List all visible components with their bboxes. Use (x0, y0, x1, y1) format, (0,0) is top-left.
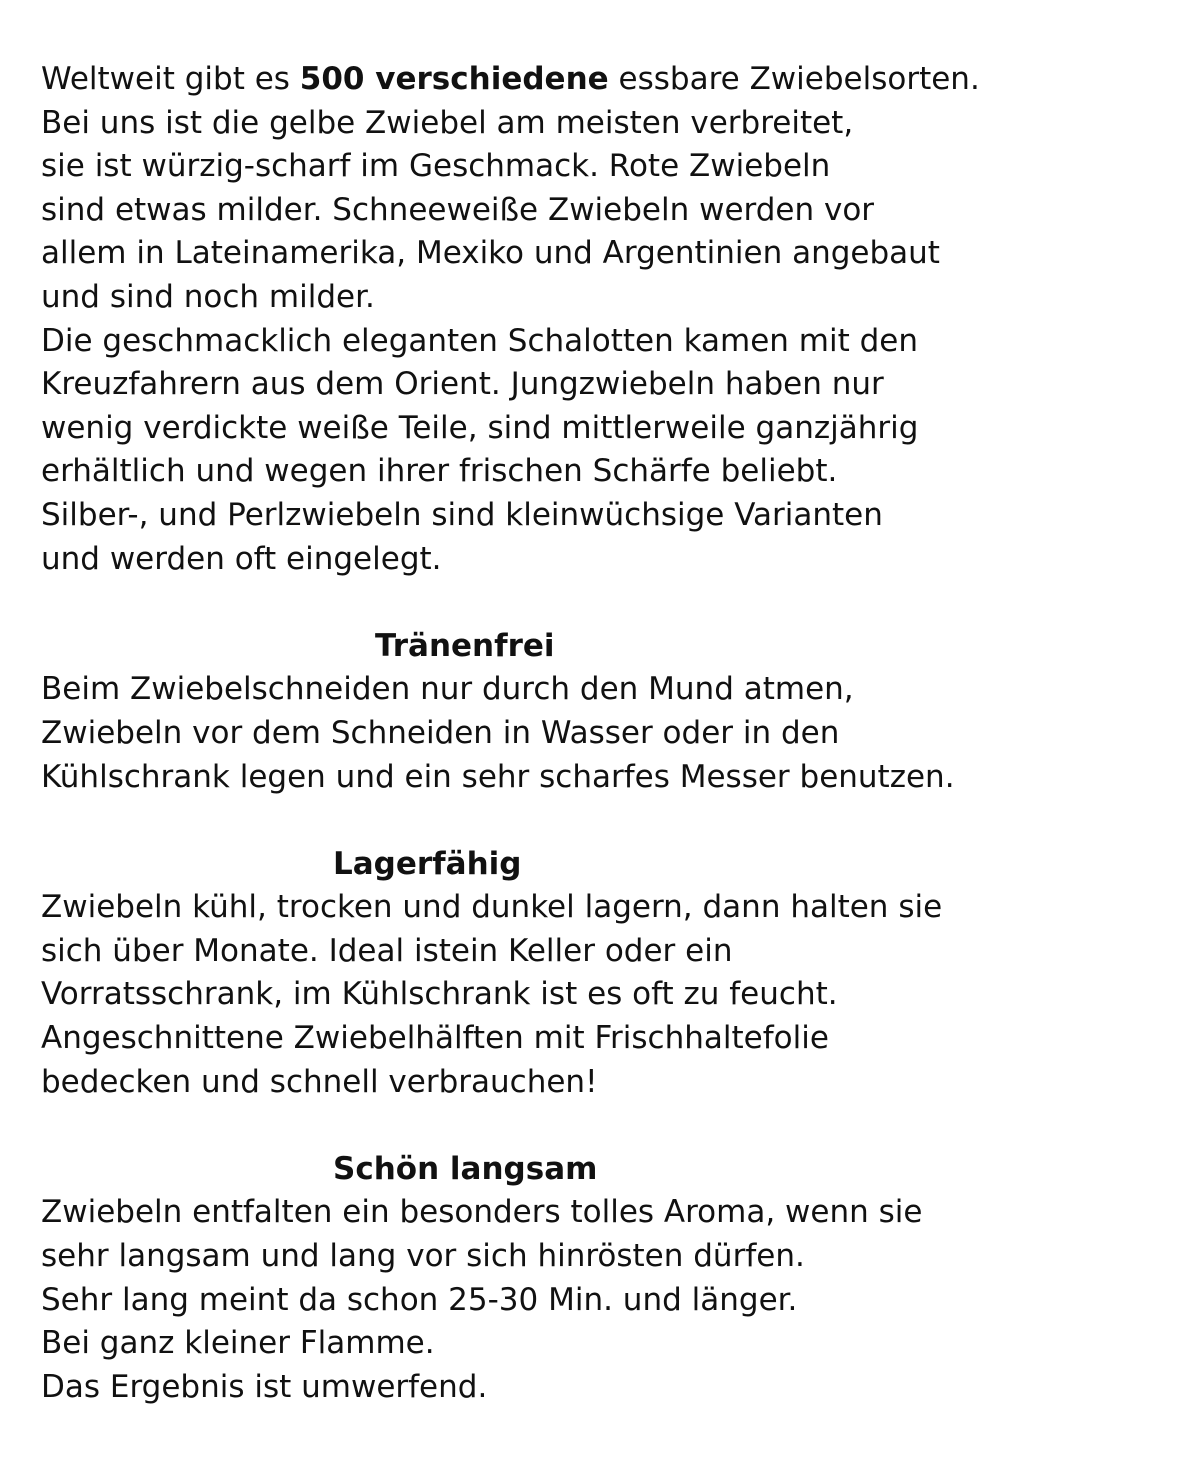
intro-line: Kreuzfahrern aus dem Orient. Jungzwiebeln haben nur (41, 366, 884, 403)
spacer (41, 1104, 1181, 1148)
spacer (41, 799, 1181, 843)
section-line: Vorratsschrank, im Kühlschrank ist es oft zu feucht. (41, 976, 838, 1013)
intro-line: Bei uns ist die gelbe Zwiebel am meisten verbreitet, (41, 104, 854, 141)
section-line: sehr langsam und lang vor sich hinrösten dürfen. (41, 1238, 805, 1275)
section-heading: Schön langsam (333, 1150, 598, 1187)
section-schoen-langsam (41, 1148, 1181, 1410)
section-line: Zwiebeln entfalten ein besonders tolles Aroma, wenn sie (41, 1194, 923, 1231)
intro-line: wenig verdickte weiße Teile, sind mittlerweile ganzjährig (41, 409, 919, 446)
section-traenenfrei (41, 625, 1181, 799)
intro-line: sind etwas milder. Schneeweiße Zwiebeln werden vor (41, 191, 875, 228)
intro-line: Die geschmacklich eleganten Schalotten kamen mit den (41, 322, 918, 359)
intro-line-1: Weltweit gibt es 500 verschiedene essbare Zwiebelsorten. (41, 61, 980, 97)
document-page (41, 58, 1181, 1409)
section-lagerfaehig (41, 843, 1181, 1105)
intro-line: erhältlich und wegen ihrer frischen Schärfe beliebt. (41, 453, 838, 490)
section-line: Angeschnittene Zwiebelhälften mit Frischhaltefolie (41, 1020, 829, 1057)
section-line: Zwiebeln kühl, trocken und dunkel lagern, dann halten sie (41, 889, 943, 926)
section-line: Zwiebeln vor dem Schneiden in Wasser oder in den (41, 714, 840, 751)
intro-line: und werden oft eingelegt. (41, 540, 442, 577)
spacer (41, 581, 1181, 625)
section-line: Bei ganz kleiner Flamme. (41, 1325, 435, 1362)
intro-line: allem in Lateinamerika, Mexiko und Argentinien angebaut (41, 235, 940, 272)
section-line: Das Ergebnis ist umwerfend. (41, 1368, 488, 1405)
section-line: Beim Zwiebelschneiden nur durch den Mund atmen, (41, 671, 854, 708)
intro-paragraph (41, 58, 1181, 581)
intro-line: Silber-, und Perlzwiebeln sind kleinwüchsige Varianten (41, 496, 883, 533)
section-line: Kühlschrank legen und ein sehr scharfes Messer benutzen. (41, 758, 955, 795)
intro-line: und sind noch milder. (41, 278, 375, 315)
section-heading: Lagerfähig (333, 845, 522, 882)
section-heading: Tränenfrei (375, 627, 555, 664)
section-line: sich über Monate. Ideal istein Keller oder ein (41, 932, 733, 969)
highlight-count: 500 verschiedene (299, 61, 609, 97)
section-line: Sehr lang meint da schon 25-30 Min. und länger. (41, 1281, 798, 1318)
intro-line: sie ist würzig-scharf im Geschmack. Rote Zwiebeln (41, 148, 831, 185)
section-line: bedecken und schnell verbrauchen! (41, 1063, 598, 1100)
